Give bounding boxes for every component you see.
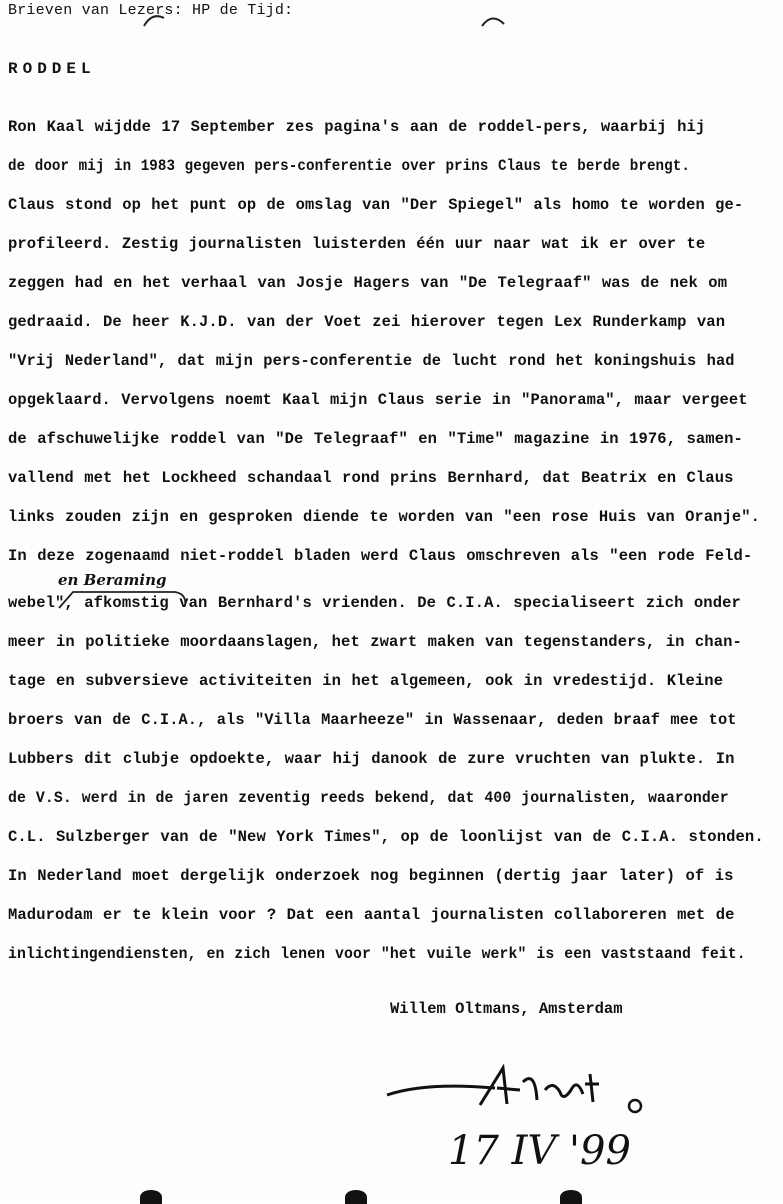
handwritten-annotation: en Beraming bbox=[58, 571, 167, 589]
body-line: de afschuwelijke roddel van "De Telegraaf" en "Time" magazine in 1976, samen- bbox=[8, 430, 743, 448]
body-line: vallend met het Lockheed schandaal rond prins Bernhard, dat Beatrix en Claus bbox=[8, 469, 734, 487]
body-line: Claus stond op het punt op de omslag van "Der Spiegel" als homo te worden ge- bbox=[8, 196, 744, 214]
binder-hole-right bbox=[560, 1190, 582, 1204]
body-line: Madurodam er te klein voor ? Dat een aantal journalisten collaboreren met de bbox=[8, 906, 735, 924]
body-line: In deze zogenaamd niet-roddel bladen werd Claus omschreven als "een rode Feld- bbox=[8, 547, 753, 565]
signature-name: Willem Oltmans, Amsterdam bbox=[390, 1000, 623, 1018]
body-line: inlichtingendiensten, en zich lenen voor "het vuile werk" is een vaststaand feit. bbox=[8, 945, 746, 963]
body-line: de door mij in 1983 gegeven pers-conferentie over prins Claus te berde brengt. bbox=[8, 157, 690, 175]
body-line: broers van de C.I.A., als "Villa Maarheeze" in Wassenaar, deden braaf mee tot bbox=[8, 711, 737, 729]
body-line: meer in politieke moordaanslagen, het zwart maken van tegenstanders, in chan- bbox=[8, 633, 742, 651]
letter-header: Brieven van Lezers: HP de Tijd: bbox=[8, 2, 294, 19]
body-line: profileerd. Zestig journalisten luisterden één uur naar wat ik er over te bbox=[8, 235, 706, 253]
body-line: de V.S. werd in de jaren zeventig reeds bekend, dat 400 journalisten, waaronder bbox=[8, 789, 729, 807]
body-line: gedraaid. De heer K.J.D. van der Voet zei hierover tegen Lex Runderkamp van bbox=[8, 313, 726, 331]
body-line: zeggen had en het verhaal van Josje Hagers van "De Telegraaf" was de nek om bbox=[8, 274, 728, 292]
body-line: C.L. Sulzberger van de "New York Times", op de loonlijst van de C.I.A. stonden. bbox=[8, 828, 764, 846]
handwritten-signature bbox=[385, 1060, 655, 1120]
body-line: Ron Kaal wijdde 17 September zes pagina's aan de roddel-pers, waarbij hij bbox=[8, 118, 706, 136]
body-line: "Vrij Nederland", dat mijn pers-conferentie de lucht rond het koningshuis had bbox=[8, 352, 735, 370]
binder-hole-middle bbox=[345, 1190, 367, 1204]
body-line: In Nederland moet dergelijk onderzoek nog beginnen (dertig jaar later) of is bbox=[8, 867, 734, 885]
handwritten-date: 17 IV '99 bbox=[448, 1128, 631, 1174]
annotation-caret-icon bbox=[55, 586, 195, 612]
body-line: Lubbers dit clubje opdoekte, waar hij danook de zure vruchten van plukte. In bbox=[8, 750, 735, 768]
body-line: webel", afkomstig van Bernhard's vrienden. De C.I.A. specialiseert zich onder bbox=[8, 594, 741, 612]
body-line: opgeklaard. Vervolgens noemt Kaal mijn Claus serie in "Panorama", maar vergeet bbox=[8, 391, 748, 409]
punch-mark-right bbox=[478, 10, 508, 30]
binder-hole-left bbox=[140, 1190, 162, 1204]
body-line: links zouden zijn en gesproken diende te worden van "een rose Huis van Oranje". bbox=[8, 508, 760, 526]
letter-title: RODDEL bbox=[8, 60, 96, 78]
body-line: tage en subversieve activiteiten in het algemeen, ook in vredestijd. Kleine bbox=[8, 672, 724, 690]
